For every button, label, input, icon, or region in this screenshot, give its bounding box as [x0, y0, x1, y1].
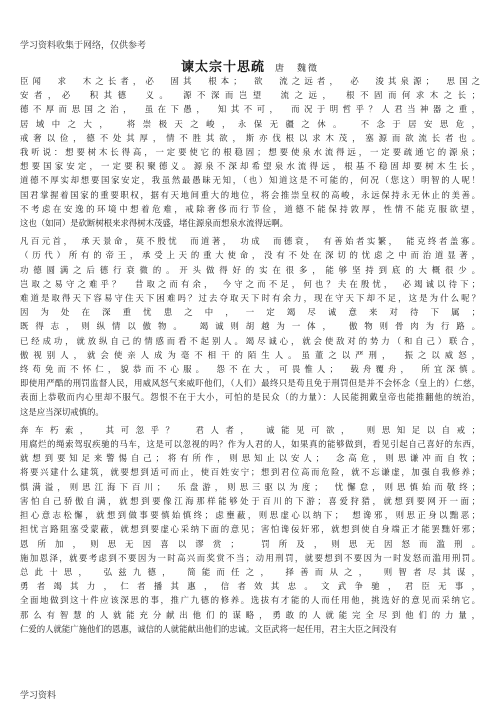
text-line: 不考虑在安逸的环境中想着危难，戒除奢侈而行节俭，道德不能保持敦厚，性情不能克服欲望， [20, 203, 480, 214]
text-line: 就想到要知足来警惕自己；将有所作，则思知止以安人； 念高危，则思谦冲而自牧； [20, 453, 480, 464]
text-line: 担心意志松懈，就想到做事要慎始慎终；虑壅蔽，则思虚心以纳下； 想谗邪，则思正身以黜恶； [20, 510, 480, 521]
text-line: 恩所加，则思无因喜以谬赏； 罚所及，则思无因怒而滥刑。 [20, 538, 480, 549]
page-header: 学习资料收集于网络，仅供参考 [20, 41, 147, 51]
text-line: 害怕自己骄傲自满，就想到要像江海那样能够处于百川的下游；喜爱狩猎，就想到要网开一面； [20, 495, 480, 506]
title-text: 谏太宗十思疏 [180, 60, 265, 75]
text-line: 奔车朽索， 其可忽乎？ 君人者， 诚能见可欲， 则思知足以自戒； [20, 424, 480, 435]
text-line: 凡百元首， 承天景命，莫不殷忧 而道著， 功成 而德衰， 有善始者实繁， 能克终者盖寡。 [20, 236, 480, 247]
author-text: 唐 魏徵 [275, 64, 320, 74]
text-line: 既得志，则纵情以傲物。 竭诚则胡越为一体， 傲物则骨肉为行路。 [20, 321, 480, 332]
text-line: 这是应当深切戒慎的。 [20, 406, 104, 417]
text-line: 勇者竭其力，仁者播其惠，信者效其忠。文武争驰，君臣无事， [20, 581, 480, 592]
page-footer: 学习资料 [20, 691, 57, 701]
text-line: 功德圆满之后德行衰微的。开头做得好的实在很多，能够坚持到底的大概很少。 [20, 264, 480, 275]
text-line: 臣闻 求 木之长者，必 固其 根本； 欲 流之远者， 必 浚其泉源； 思国之 [20, 76, 480, 86]
text-line: 想要国家安定，一定要积聚德义。源泉不深却希望泉水流得远，根基不稳固却要树木生长， [20, 161, 480, 172]
text-line: 安者，必 积其德 义。 源不深而岂望 流之远， 根不固而何求木之长； [20, 90, 480, 101]
text-line: 终苟免而不怀仁，貌恭而不心服。 怨不在大，可畏惟人； 载舟覆舟， 所宜深慎。 [20, 364, 480, 375]
text-line: 德不厚而思国之治， 虽在下愚， 知其不可， 而况于明哲乎？人君当神器之重， [20, 104, 480, 115]
text-line: 全面地做到这十件应该深思的事，推广九德的修养。选拔有才能的人而任用他，挑选好的意见而采纳它。 [20, 595, 480, 606]
text-line: 居域中之大， 将崇极天之峻，永保无疆之休。 不念于居安思危， [20, 118, 480, 129]
text-line: 用腐烂的绳索驾驭疾驰的马车，这是可以忽视的吗？作为人君的人，如果真的能够做到，看见引起自己喜好的东西， [20, 439, 480, 450]
text-line: （历代）所有的帝王，承受上天的重大使命，没有不处在深切的忧虑之中而治道显著， [20, 250, 480, 261]
text-line: 表面上恭敬而内心里却不服气。怨恨不在于大小，可怕的是民众（的力量）：人民能拥戴皇帝也能推翻他的统治， [20, 392, 480, 403]
document-title [0, 56, 500, 75]
text-line: 戒奢以俭，德不处其厚，情不胜其欲，斯亦伐根以求木茂，塞源而欲流长者也。 [20, 132, 480, 143]
text-line: 施加恩泽，就要考虑到不要因为一时高兴而奖赏不当；动用刑罚，就要想到不要因为一时发怒而滥用刑罚。 [20, 552, 480, 563]
text-line: 因为处在深重忧患之中，一定竭尽诚意来对待下属； [20, 307, 480, 318]
text-line: 将要兴建什么建筑，就要想到适可而止，使百姓安宁；想到君位高而危险，就不忘谦虚，加强自我修养； [20, 467, 480, 478]
text-line: 国君掌握着国家的重要职权，据有天地间重大的地位，将会推崇皇权的高峻，永远保持永无休止的美善。 [20, 189, 480, 200]
text-line: 傲视别人，就会使亲人成为毫不相干的陌生人。虽董之以严刑， 振之以威怒， [20, 349, 480, 360]
text-line: 惧满溢，则思江海下百川； 乐盘游，则思三驱以为度； 忧懈怠，则思慎始而敬终； [20, 481, 480, 492]
text-line: 仁爱的人就能广施他们的恩惠，诚信的人就能献出他们的忠诚。文臣武将一起任用，君主大臣之间没有 [20, 623, 397, 634]
document-body [20, 74, 480, 636]
text-line: 我听说：想要树木长得高，一定要使它的根稳固；想要使泉水流得远，一定要疏通它的源泉； [20, 147, 480, 158]
text-line: 岂取之易守之难乎？ 昔取之而有余， 今守之而不足，何也？夫在殷忧， 必竭诚以待下； [20, 278, 480, 289]
text-line: 这也（如同）是砍断树根来求得树木茂盛，堵住源泉而想泉水流得远啊。 [20, 218, 288, 229]
text-line: 担忧言路阻塞受蒙蔽，就想到要虚心采纳下面的意见；害怕谗佞奸邪，就想到使自身端正才能罢黜奸邪； [20, 524, 480, 535]
text-line: 已经成功，就放纵自己的情感而看不起别人。竭尽诚心，就会使敌对的势力（和自己）联合， [20, 335, 480, 346]
text-line: 即使用严酷的刑罚监督人民，用威风怒气来威吓他们，（人们）最终只是苟且免于刑罚但是并不会怀念（皇上的）仁慈， [20, 378, 480, 389]
text-line: 难道是取得天下容易守住天下困难吗？过去夺取天下时有余力，现在守天下却不足，这是为什么呢？ [20, 293, 480, 304]
text-line: 那么有智慧的人就能充分献出他们的谋略，勇敢的人就能完全尽到他们的力量， [20, 609, 480, 620]
text-line: 总此十思， 弘兹九德， 简能而任之， 择善而从之， 则智者尽其谋， [20, 566, 480, 577]
text-line: 道德不厚实却想要国家安定，我虽然最愚昧无知，（也）知道这是不可能的，何况（您这）明智的人呢！ [20, 175, 480, 186]
